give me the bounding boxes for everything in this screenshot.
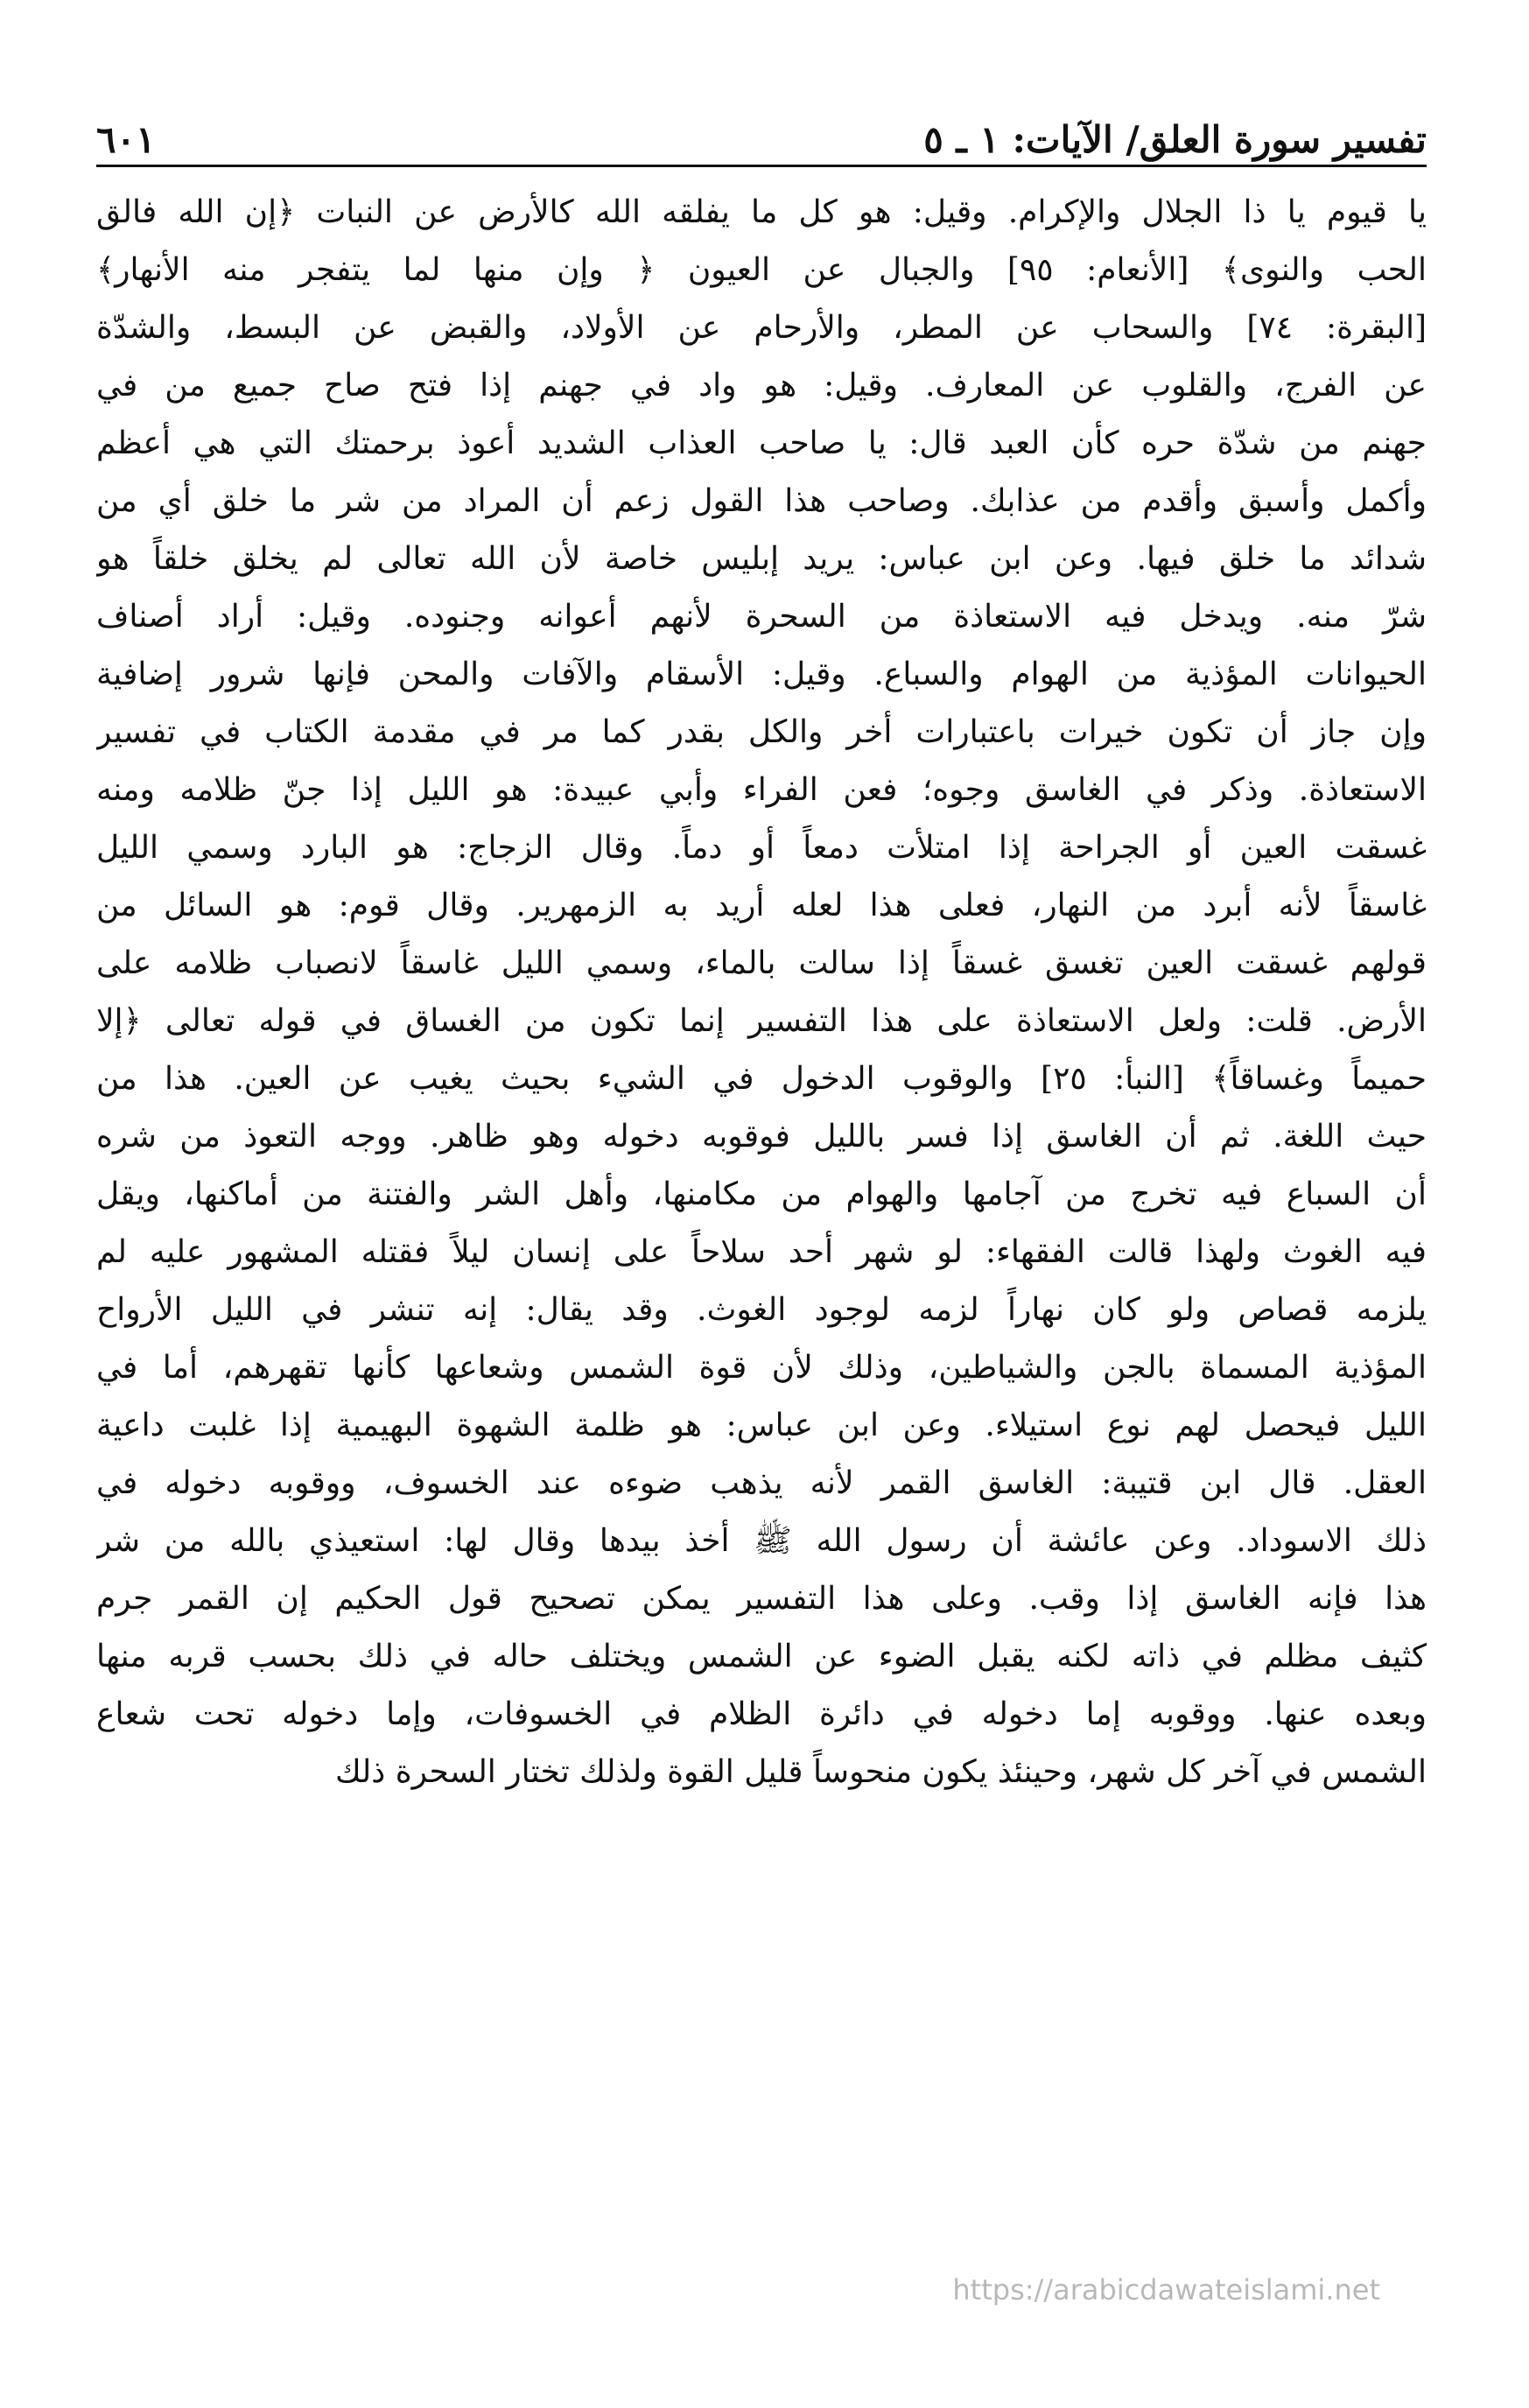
- watermark-url: https://arabicdawateislami.net: [952, 2273, 1380, 2306]
- text-line: الليل فيحصل لهم نوع استيلاء. وعن ابن عباس: هو ظلمة الشهوة البهيمية إذا غلبت داعية: [96, 1408, 1427, 1443]
- text-line: ذلك الاسوداد. وعن عائشة أن رسول الله ﷺ أخذ بيدها وقال لها: استعيذي بالله من شر: [96, 1523, 1427, 1559]
- text-line: وأكمل وأسبق وأقدم من عذابك. وصاحب هذا القول زعم أن المراد من شر ما خلق أي من: [96, 483, 1427, 519]
- chapter-title: تفسير سورة العلق/ الآيات: ١ ـ ٥: [923, 118, 1427, 161]
- text-line: فيه الغوث ولهذا قالت الفقهاء: لو شهر أحد سلاحاً على إنسان ليلاً فقتله المشهور عليه لم: [96, 1234, 1427, 1270]
- text-line: وبعده عنها. ووقوبه إما دخوله في دائرة الظلام في الخسوفات، وإما دخوله تحت شعاع: [96, 1696, 1427, 1732]
- text-line: الأرض. قلت: ولعل الاستعاذة على هذا التفسير إنما تكون من الغساق في قوله تعالى ﴿إلا: [96, 1003, 1427, 1039]
- text-line: الحب والنوى﴾ [الأنعام: ٩٥] والجبال عن العيون ﴿ وإن منها لما يتفجر منه الأنهار﴾: [96, 252, 1427, 288]
- text-line: حيث اللغة. ثم أن الغاسق إذا فسر بالليل فوقوبه دخوله وهو ظاهر. ووجه التعوذ من شره: [96, 1119, 1427, 1155]
- running-header: [96, 96, 1427, 166]
- text-line: عن الفرج، والقلوب عن المعارف. وقيل: هو واد في جهنم إذا فتح صاح جميع من في: [96, 368, 1427, 404]
- text-line: العقل. قال ابن قتيبة: الغاسق القمر لأنه يذهب ضوءه عند الخسوف، ووقوبه دخوله في: [96, 1465, 1427, 1501]
- text-line: شرّ منه. ويدخل فيه الاستعاذة من السحرة لأنهم أعوانه وجنوده. وقيل: أراد أصناف: [96, 599, 1427, 635]
- text-line: يا قيوم يا ذا الجلال والإكرام. وقيل: هو كل ما يفلقه الله كالأرض عن النبات ﴿إن الله فالق: [96, 194, 1427, 230]
- text-line: غاسقاً لأنه أبرد من النهار، فعلى هذا لعله أريد به الزمهرير. وقال قوم: هو السائل من: [96, 888, 1427, 923]
- text-line: المؤذية المسماة بالجن والشياطين، وذلك لأن قوة الشمس وشعاعها كأنها تقهرهم، أما في: [96, 1350, 1427, 1386]
- text-line: الشمس في آخر كل شهر، وحينئذ يكون منحوساً قليل القوة ولذلك تختار السحرة ذلك: [334, 1754, 1427, 1790]
- text-line: كثيف مظلم في ذاته لكنه يقبل الضوء عن الشمس ويختلف حاله في ذلك بحسب قربه منها: [96, 1639, 1427, 1674]
- page-number: ٦٠١: [96, 118, 156, 161]
- text-line: الحيوانات المؤذية من الهوام والسباع. وقيل: الأسقام والآفات والمحن فإنها شرور إضافية: [96, 656, 1427, 692]
- text-line: حميماً وغساقاً﴾ [النبأ: ٢٥] والوقوب الدخول في الشيء بحيث يغيب عن العين. هذا من: [96, 1061, 1427, 1097]
- text-line: يلزمه قصاص ولو كان نهاراً لزمه لوجود الغوث. وقد يقال: إنه تنشر في الليل الأرواح: [96, 1292, 1427, 1328]
- text-line: أن السباع فيه تخرج من آجامها والهوام من مكامنها، وأهل الشر والفتنة من أماكنها، ويقل: [96, 1176, 1427, 1212]
- text-line: الاستعاذة. وذكر في الغاسق وجوه؛ فعن الفراء وأبي عبيدة: هو الليل إذا جنّ ظلامه ومنه: [96, 772, 1427, 808]
- text-line: غسقت العين أو الجراحة إذا امتلأت دمعاً أو دماً. وقال الزجاج: هو البارد وسمي الليل: [96, 830, 1427, 866]
- text-line: وإن جاز أن تكون خيرات باعتبارات أخر والكل بقدر كما مر في مقدمة الكتاب في تفسير: [96, 714, 1427, 750]
- text-line: قولهم غسقت العين تغسق غسقاً إذا سالت بالماء، وسمي الليل غاسقاً لانصباب ظلامه على: [96, 945, 1427, 981]
- text-line: هذا فإنه الغاسق إذا وقب. وعلى هذا التفسير يمكن تصحيح قول الحكيم إن القمر جرم: [96, 1581, 1427, 1617]
- text-line: شدائد ما خلق فيها. وعن ابن عباس: يريد إبليس خاصة لأن الله تعالى لم يخلق خلقاً هو: [96, 541, 1427, 577]
- text-line: [البقرة: ٧٤] والسحاب عن المطر، والأرحام عن الأولاد، والقبض عن البسط، والشدّة: [96, 310, 1427, 346]
- text-line: جهنم من شدّة حره كأن العبد قال: يا صاحب العذاب الشديد أعوذ برحمتك التي هي أعظم: [96, 425, 1427, 461]
- header-rule: [96, 165, 1427, 167]
- body-text: [96, 184, 1427, 1801]
